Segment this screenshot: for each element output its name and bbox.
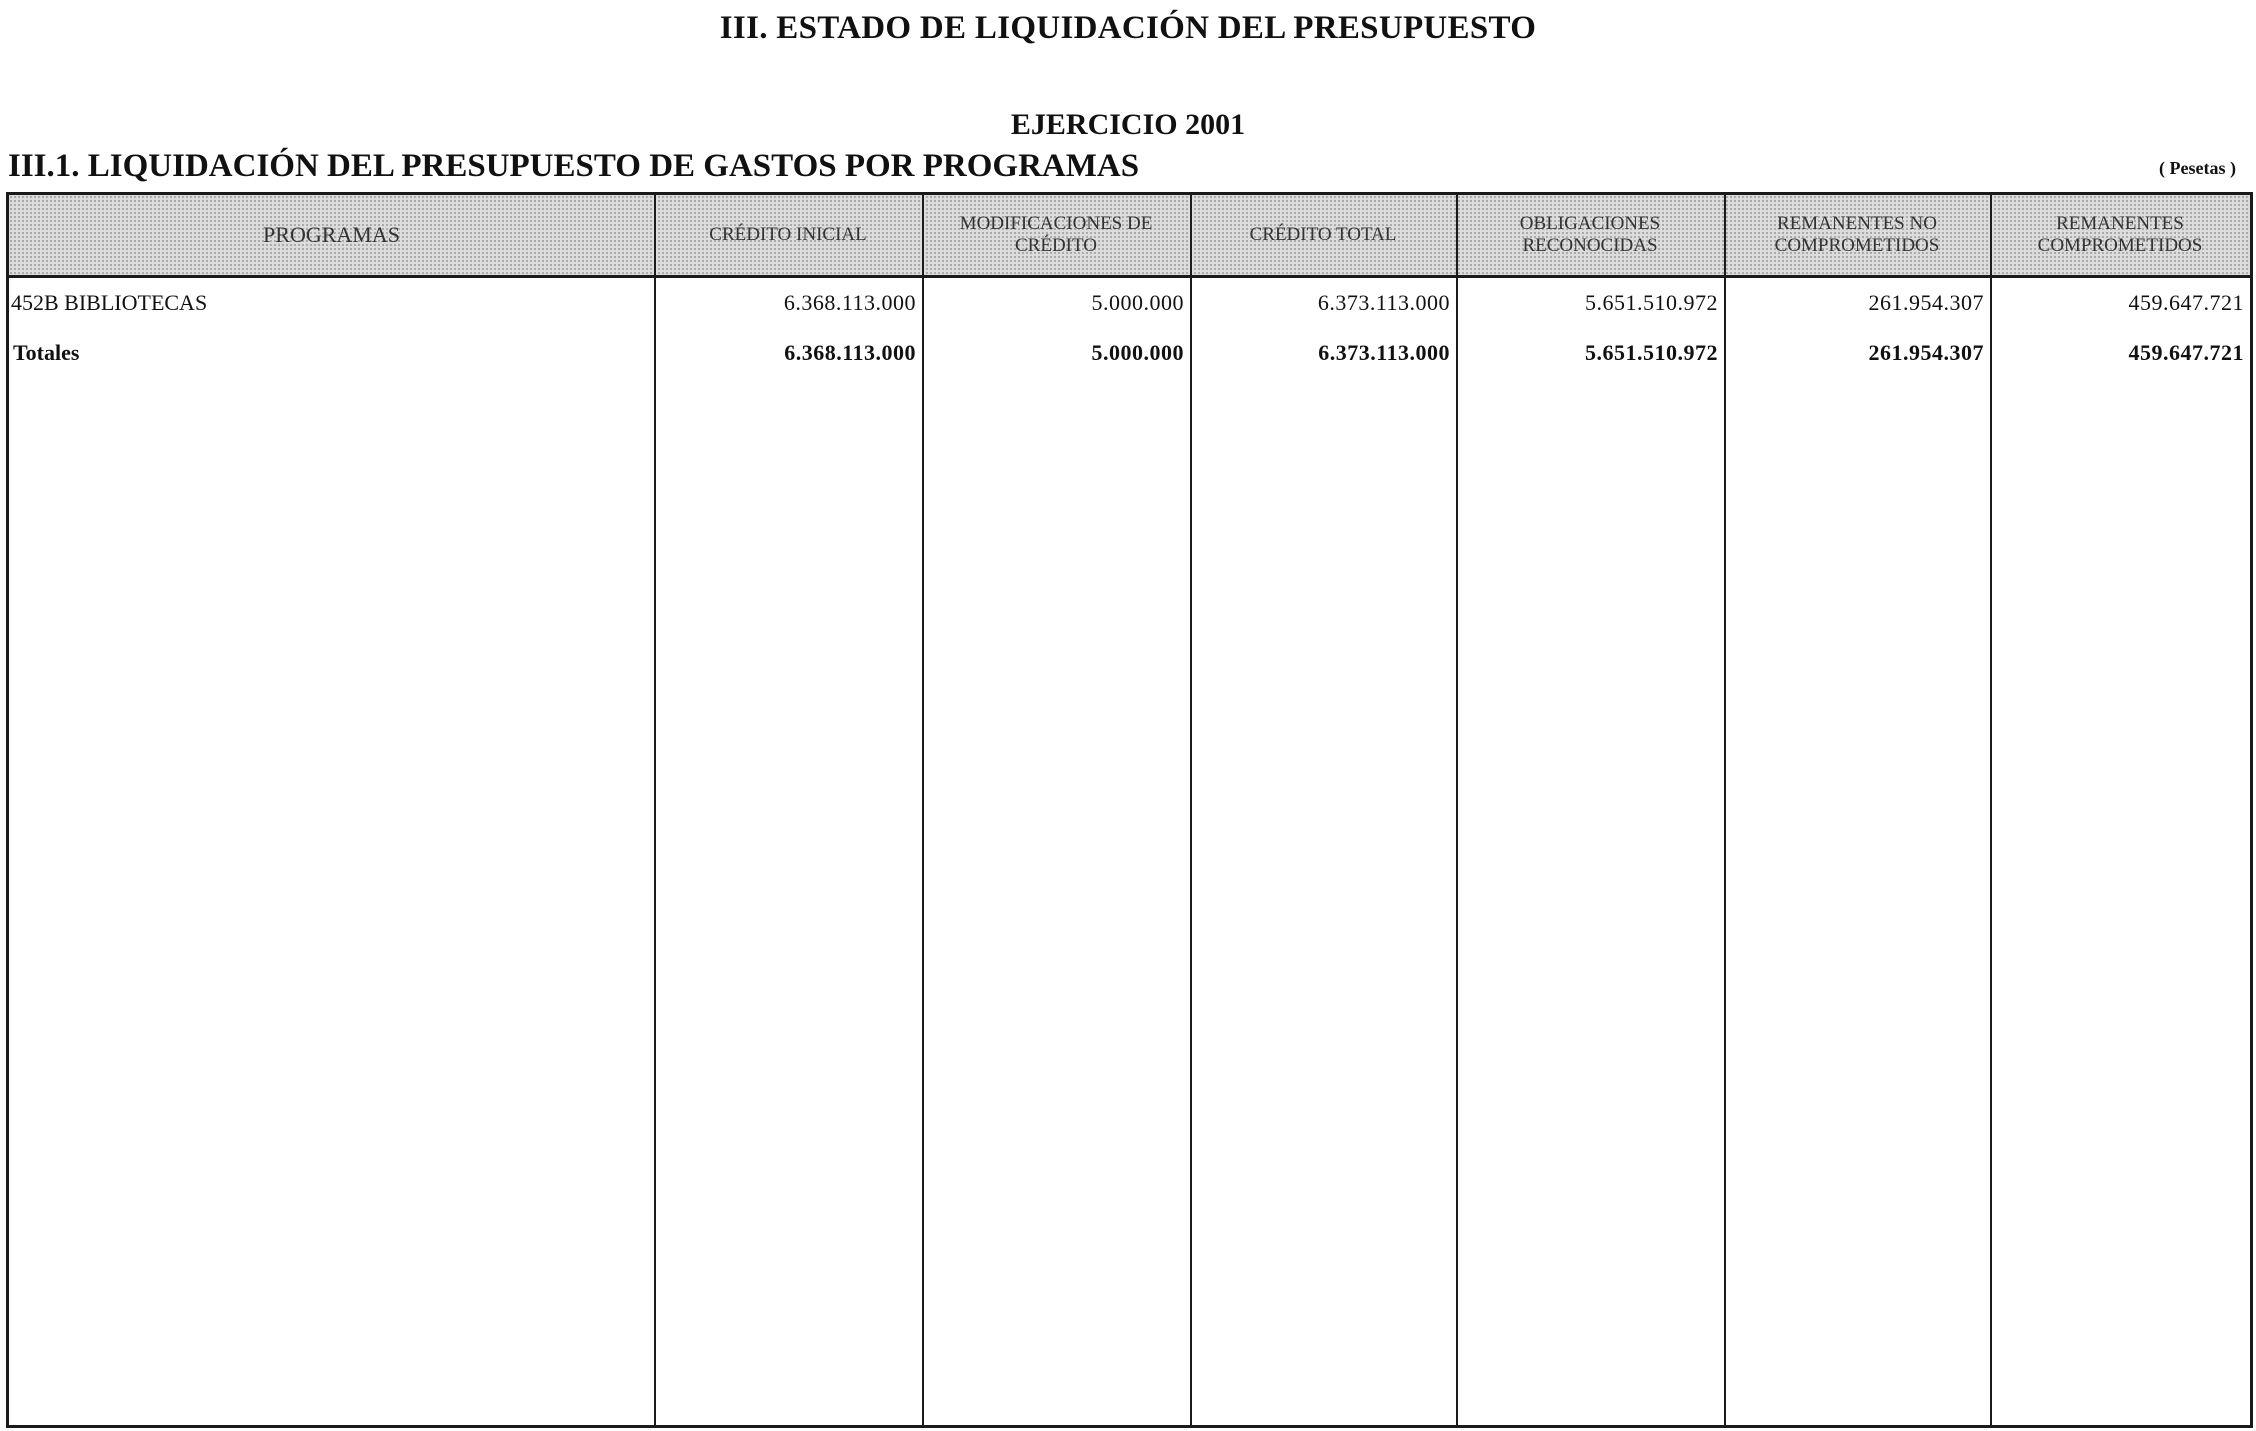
column-divider xyxy=(1190,195,1192,1425)
column-divider xyxy=(1724,195,1726,1425)
row-programa: 452B BIBLIOTECAS xyxy=(11,290,208,315)
row-credito-total: 6.373.113.000 xyxy=(1317,290,1450,315)
totals-remanentes-no-comprometidos: 261.954.307 xyxy=(1868,340,1984,365)
column-divider xyxy=(922,195,924,1425)
row-credito-inicial: 6.368.113.000 xyxy=(783,290,916,315)
header-programas: PROGRAMAS xyxy=(263,222,400,247)
header-credito-inicial: CRÉDITO INICIAL xyxy=(709,224,867,245)
totals-obligaciones: 5.651.510.972 xyxy=(1585,340,1718,365)
column-divider xyxy=(1456,195,1458,1425)
totals-credito-inicial: 6.368.113.000 xyxy=(784,340,916,365)
currency-note: ( Pesetas ) xyxy=(2159,158,2236,178)
totals-label: Totales xyxy=(13,340,80,365)
row-remanentes-no-comprometidos: 261.954.307 xyxy=(1868,290,1984,315)
table-row xyxy=(9,283,2250,323)
header-remanentes-no-comprometidos: REMANENTES NO COMPROMETIDOS xyxy=(1774,213,1940,256)
totals-row xyxy=(9,333,2250,373)
budget-table xyxy=(6,192,2253,1428)
totals-credito-total: 6.373.113.000 xyxy=(1318,340,1450,365)
table-header xyxy=(9,195,2250,278)
header-credito-total: CRÉDITO TOTAL xyxy=(1249,224,1397,245)
row-modificaciones: 5.000.000 xyxy=(1091,290,1184,315)
column-divider xyxy=(1990,195,1992,1425)
section-title: III.1. LIQUIDACIÓN DEL PRESUPUESTO DE GASTOS POR PROGRAMAS xyxy=(8,148,1140,184)
column-divider xyxy=(654,195,656,1425)
header-obligaciones: OBLIGACIONES RECONOCIDAS xyxy=(1519,213,1661,256)
header-modificaciones: MODIFICACIONES DE CRÉDITO xyxy=(959,213,1153,256)
row-obligaciones: 5.651.510.972 xyxy=(1585,290,1718,315)
row-remanentes-comprometidos: 459.647.721 xyxy=(2128,290,2244,315)
totals-remanentes-comprometidos: 459.647.721 xyxy=(2128,340,2244,365)
fiscal-year-label: EJERCICIO 2001 xyxy=(1010,108,1246,141)
header-remanentes-comprometidos: REMANENTES COMPROMETIDOS xyxy=(2037,213,2203,256)
totals-modificaciones: 5.000.000 xyxy=(1091,340,1184,365)
main-title: III. ESTADO DE LIQUIDACIÓN DEL PRESUPUESTO xyxy=(719,10,1537,46)
